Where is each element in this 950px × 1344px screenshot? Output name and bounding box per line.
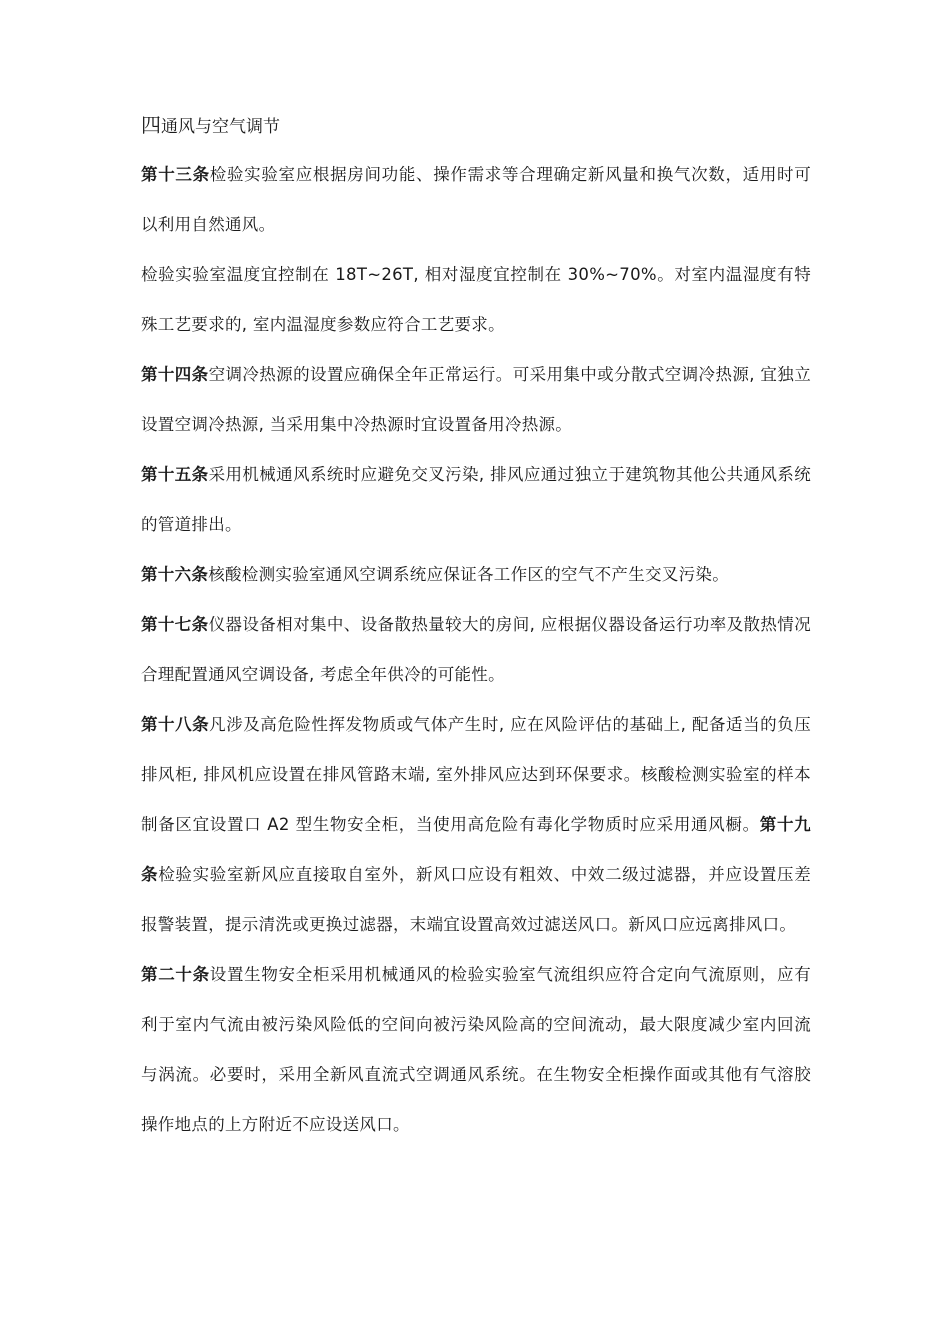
section-title-text: 通风与空气调节 bbox=[161, 117, 280, 137]
article-13-extra-text: 检验实验室温度宜控制在 18T~26T, 相对湿度宜控制在 30%~70%。对室内温湿度有特殊工艺要求的, 室内温湿度参数应符合工艺要求。 bbox=[141, 265, 811, 334]
article-20 bbox=[141, 950, 811, 1150]
section-number: 四 bbox=[141, 113, 161, 137]
article-16-text: 核酸检测实验室通风空调系统应保证各工作区的空气不产生交叉污染。 bbox=[208, 565, 730, 584]
article-17 bbox=[141, 600, 811, 700]
article-20-text: 设置生物安全柜采用机械通风的检验实验室气流组织应符合定向气流原则，应有利于室内气流由被污染风险低的空间向被污染风险高的空间流动，最大限度减少室内回流与涡流。必要时，采用全新风直流式空调通风系统。在生物安全柜操作面或其他有气溶胶操作地点的上方附近不应设送风口。 bbox=[141, 965, 812, 1134]
article-19-label: 第十九条 bbox=[141, 815, 811, 884]
article-18-text: 凡涉及高危险性挥发物质或气体产生时, 应在风险评估的基础上, 配备适当的负压排风柜, 排风机应设置在排风管路末端, 室外排风应达到环保要求。核酸检测实验室的样本制备区宜设置口 A2 型生物安全柜，当使用高危险有毒化学物质时应采用通风橱。 bbox=[141, 715, 811, 834]
article-14-label: 第十四条 bbox=[141, 365, 209, 384]
article-19-text: 检验实验室新风应直接取自室外，新风口应设有粗效、中效二级过滤器，并应设置压差报警装置，提示清洗或更换过滤器，末端宜设置高效过滤送风口。新风口应远离排风口。 bbox=[141, 865, 811, 934]
article-13 bbox=[141, 150, 811, 250]
article-13-extra bbox=[141, 250, 811, 350]
article-15-text: 采用机械通风系统时应避免交叉污染, 排风应通过独立于建筑物其他公共通风系统的管道排出。 bbox=[141, 465, 812, 534]
article-18-19 bbox=[141, 700, 811, 950]
article-13-text: 检验实验室应根据房间功能、操作需求等合理确定新风量和换气次数，适用时可以利用自然通风。 bbox=[141, 165, 812, 234]
article-14-text: 空调冷热源的设置应确保全年正常运行。可采用集中或分散式空调冷热源, 宜独立设置空调冷热源, 当采用集中冷热源时宜设置备用冷热源。 bbox=[141, 365, 812, 434]
article-15-label: 第十五条 bbox=[141, 465, 209, 484]
section-title bbox=[141, 100, 811, 150]
article-17-text: 仪器设备相对集中、设备散热量较大的房间, 应根据仪器设备运行功率及散热情况合理配置通风空调设备, 考虑全年供冷的可能性。 bbox=[141, 615, 812, 684]
document-page bbox=[141, 100, 811, 1150]
article-16 bbox=[141, 550, 811, 600]
article-17-label: 第十七条 bbox=[141, 615, 209, 634]
article-18-label: 第十八条 bbox=[141, 715, 210, 734]
article-14 bbox=[141, 350, 811, 450]
article-20-label: 第二十条 bbox=[141, 965, 210, 984]
article-13-label: 第十三条 bbox=[141, 165, 210, 184]
article-16-label: 第十六条 bbox=[141, 565, 209, 584]
article-15 bbox=[141, 450, 811, 550]
